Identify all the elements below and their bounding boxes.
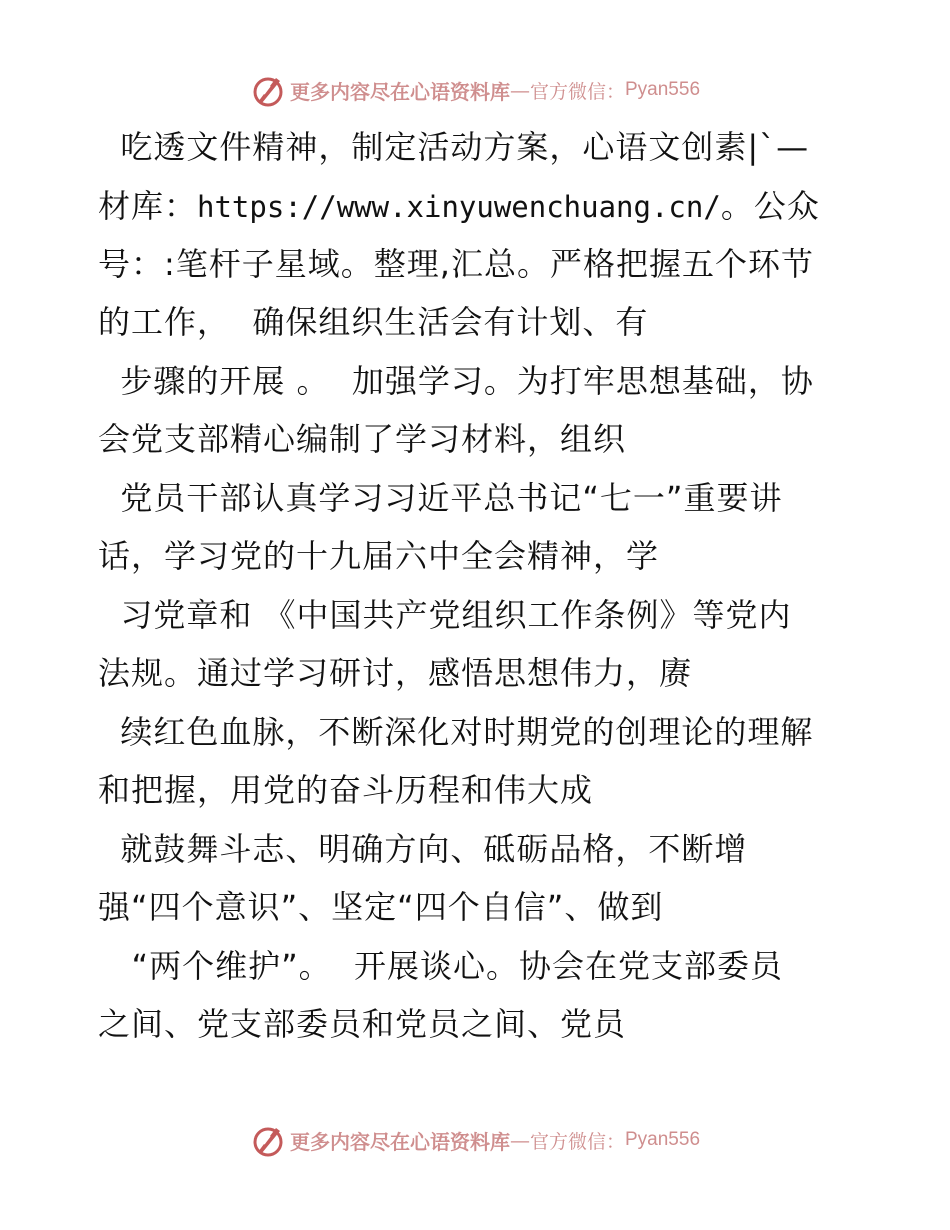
body-line-2-suffix: 。公众 (720, 187, 820, 225)
footer-banner-wechat-id: Pyan556 (625, 1129, 701, 1150)
body-line-12: 和把握，用党的奋斗历程和伟大成 (98, 771, 594, 809)
footer-banner-dash: — (509, 1128, 530, 1152)
body-line-2-label: 材库： (98, 187, 198, 225)
footer-banner-text: 更多内容尽在心语资料库 (289, 1129, 510, 1154)
quill-logo-icon (250, 72, 286, 108)
body-line-15: “两个维护”。 开展谈心。协会在党支部委员 (98, 947, 784, 985)
body-line-9: 习党章和 《中国共产党组织工作条例》等党内 (98, 596, 792, 634)
body-line-4: 的工作， 确保组织生活会有计划、有 (98, 303, 649, 341)
body-line-10: 法规。通过学习研讨，感悟思想伟力，赓 (98, 654, 693, 692)
body-line-6: 会党支部精心编制了学习材料，组织 (98, 420, 627, 458)
body-line-16: 之间、党支部委员和党员之间、党员 (98, 1005, 627, 1043)
header-banner (0, 70, 950, 110)
banner-dash: — (509, 78, 530, 102)
body-line-7: 党员干部认真学习习近平总书记“七一”重要讲 (98, 479, 783, 517)
banner-text: 更多内容尽在心语资料库 (289, 79, 510, 104)
footer-banner-wechat-label: 官方微信： (529, 1130, 625, 1153)
quill-logo-icon (250, 1122, 286, 1158)
banner-wechat-label: 官方微信： (529, 80, 625, 103)
body-line-1: 吃透文件精神，制定活动方案，心语文创素|`— (98, 128, 810, 166)
body-line-3: 号：:笔杆子星域。整理,汇总。严格把握五个环节 (98, 245, 814, 283)
body-line-11: 续红色血脉，不断深化对时期党的创理论的理解 (98, 713, 814, 751)
body-line-14: 强“四个意识”、坚定“四个自信”、做到 (98, 888, 664, 926)
banner-wechat-id: Pyan556 (625, 79, 701, 100)
body-line-13: 就鼓舞斗志、明确方向、砥砺品格，不断增 (98, 830, 748, 868)
body-line-2 (98, 186, 820, 226)
body-url-link[interactable]: https://www.xinyuwenchuang.cn/ (197, 190, 721, 224)
footer-banner (0, 1120, 950, 1160)
body-line-5: 步骤的开展 。 加强学习。为打牢思想基础，协 (98, 362, 814, 400)
body-line-8: 话，学习党的十九届六中全会精神，学 (98, 537, 660, 575)
